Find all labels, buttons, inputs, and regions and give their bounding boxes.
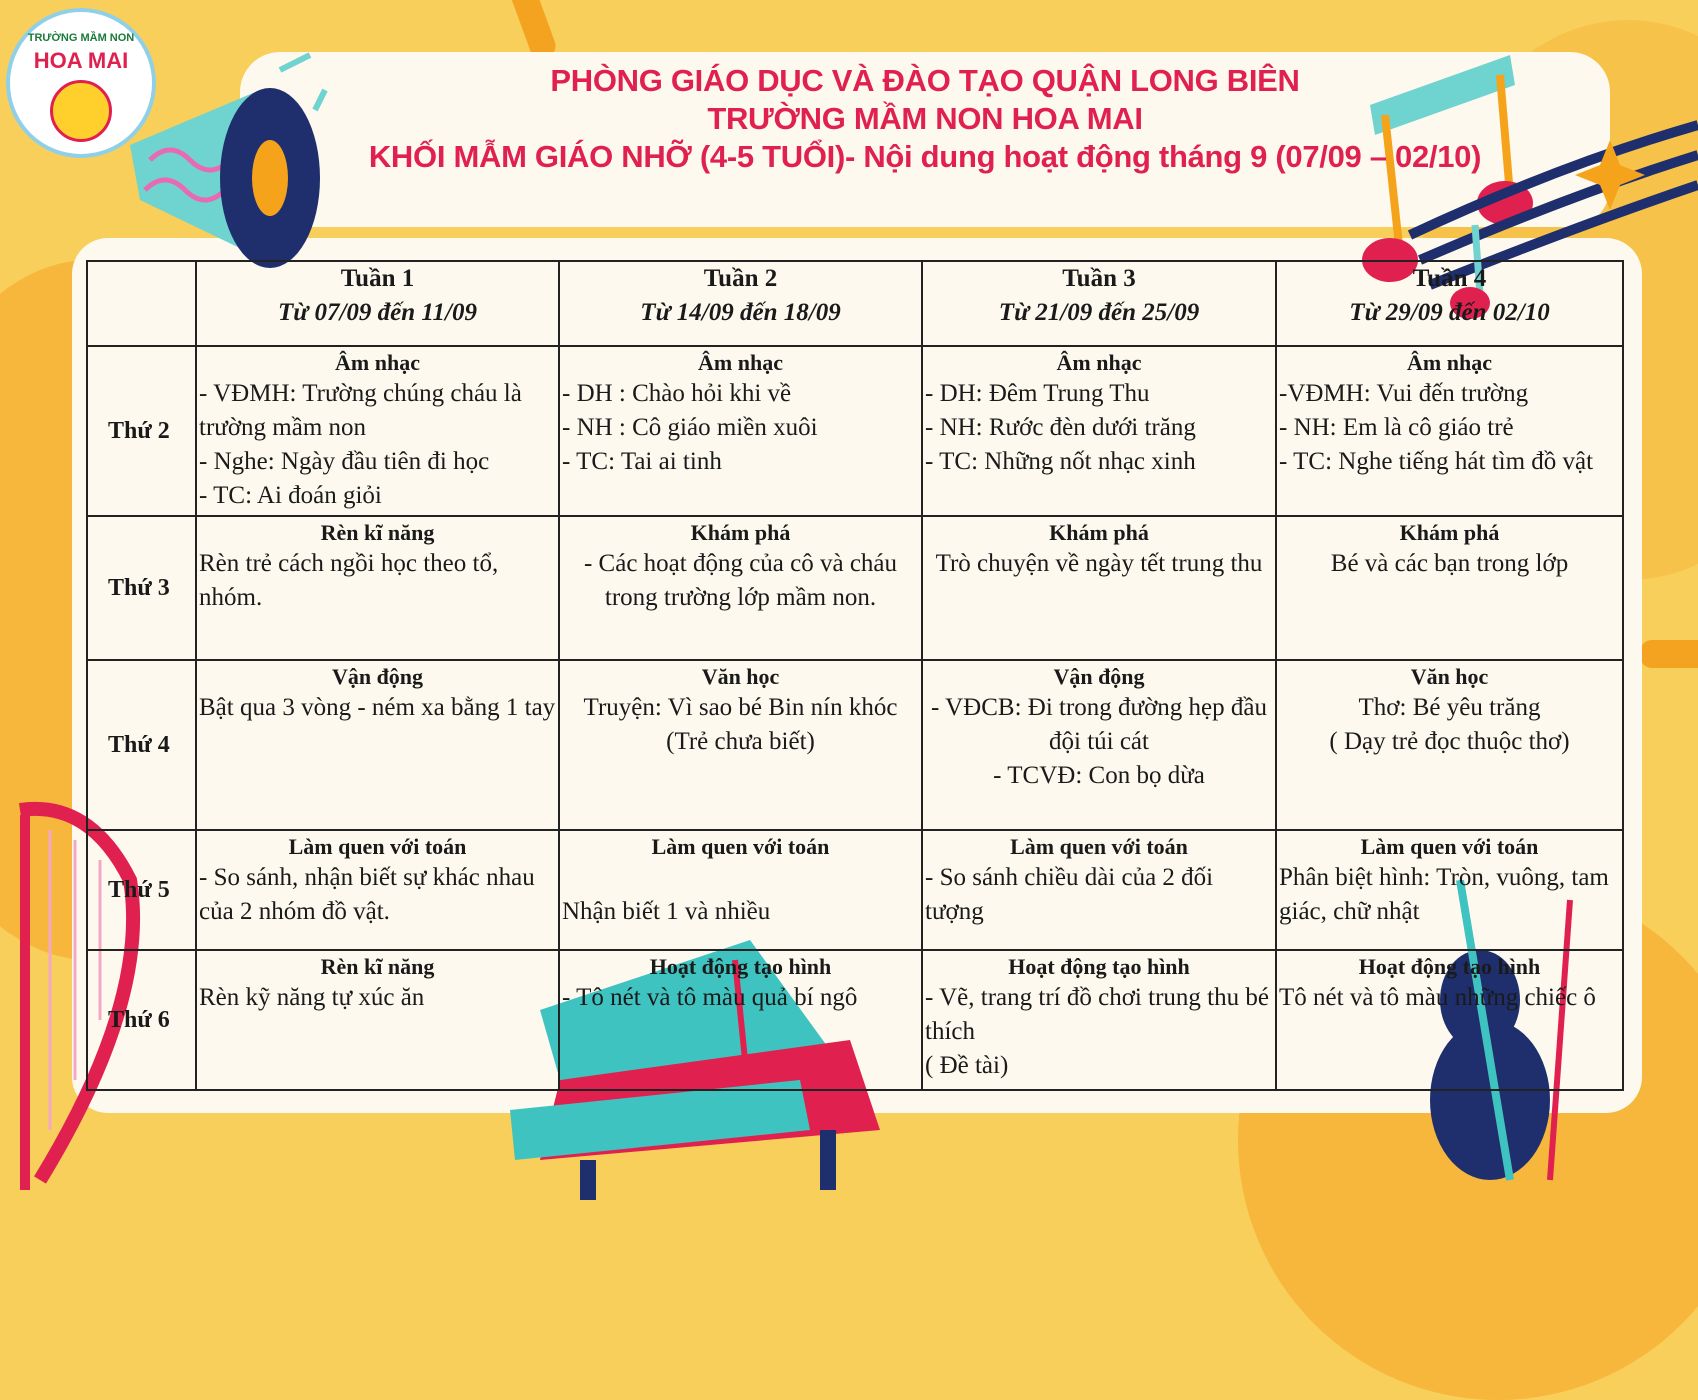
week-range: Từ 14/09 đến 18/09 — [640, 299, 841, 326]
heading-plan-title: KHỐI MẪM GIÁO NHỠ (4-5 TUỔI)- Nội dung hoạt động tháng 9 (07/09 – 02/10) — [368, 139, 1482, 174]
activity-cell — [922, 950, 1276, 1090]
activity-cell — [196, 830, 559, 950]
day-label: Thứ 6 — [87, 950, 196, 1090]
table-row — [87, 950, 1623, 1090]
activity-cell — [1276, 660, 1623, 830]
logo-name: HOA MAI — [33, 48, 129, 73]
subject-title: Làm quen với toán — [651, 834, 830, 859]
day-label: Thứ 5 — [87, 830, 196, 950]
activity-line: Trò chuyện về ngày tết trung thu — [935, 550, 1263, 577]
table-header-row — [87, 261, 1623, 346]
subject-title: Văn học — [701, 664, 780, 689]
day-label: Thứ 4 — [87, 660, 196, 830]
subject-title: Hoạt động tạo hình — [1358, 954, 1541, 979]
subject-title: Làm quen với toán — [288, 834, 467, 859]
activity-cell — [196, 346, 559, 516]
activity-cell — [196, 660, 559, 830]
subject-title: Khám phá — [1399, 520, 1500, 545]
activity-line: - VĐMH: Trường chúng cháu là trường mầm non — [199, 380, 522, 441]
activity-line: Phân biệt hình: Tròn, vuông, tam giác, chữ nhật — [1279, 864, 1609, 925]
logo-arc-text: TRƯỜNG MẦM NON — [27, 32, 135, 44]
subject-title: Vận động — [1053, 664, 1145, 689]
activity-line: - TC: Những nốt nhạc xinh — [925, 448, 1196, 475]
table-row — [87, 830, 1623, 950]
activity-line: - So sánh, nhận biết sự khác nhau của 2 nhóm đồ vật. — [199, 864, 535, 925]
week-range: Từ 07/09 đến 11/09 — [277, 299, 477, 326]
activity-line: - TCVĐ: Con bọ dừa — [993, 762, 1205, 789]
activity-schedule-table — [86, 260, 1624, 1091]
table-row — [87, 346, 1623, 516]
subject-title: Vận động — [331, 664, 424, 689]
subject-title: Hoạt động tạo hình — [1008, 954, 1190, 979]
subject-title: Làm quen với toán — [1360, 834, 1539, 859]
subject-title: Âm nhạc — [1056, 350, 1142, 375]
activity-line: - Nghe: Ngày đầu tiên đi học — [199, 448, 490, 475]
activity-line: Thơ: Bé yêu trăng — [1358, 694, 1541, 721]
activity-line: (Trẻ chưa biết) — [666, 728, 815, 755]
activity-line: Tô nét và tô màu những chiếc ô — [1279, 984, 1596, 1011]
activity-line: Rèn kỹ năng tự xúc ăn — [199, 984, 425, 1011]
subject-title: Khám phá — [690, 520, 791, 545]
activity-line: ( Dạy trẻ đọc thuộc thơ) — [1329, 728, 1570, 755]
activity-cell — [559, 830, 922, 950]
activity-line: - DH : Chào hỏi khi về — [562, 380, 792, 407]
activity-cell — [922, 830, 1276, 950]
subject-title: Âm nhạc — [335, 350, 420, 375]
activity-line: Truyện: Vì sao bé Bin nín khóc — [583, 694, 898, 721]
activity-line: - VĐCB: Đi trong đường hẹp đầu đội túi cát — [930, 694, 1267, 755]
flower-icon — [50, 80, 112, 142]
activity-cell — [922, 346, 1276, 516]
week-title: Tuần 2 — [703, 265, 778, 292]
week-header — [559, 261, 922, 346]
corner-cell — [87, 261, 196, 346]
table-row — [87, 516, 1623, 660]
activity-line: Rèn trẻ cách ngồi học theo tổ, nhóm. — [199, 550, 499, 611]
subject-title: Âm nhạc — [1407, 350, 1492, 375]
day-label: Thứ 2 — [87, 346, 196, 516]
background-stripe — [1640, 640, 1698, 668]
activity-cell — [922, 660, 1276, 830]
subject-title: Khám phá — [1049, 520, 1149, 545]
subject-title: Âm nhạc — [698, 350, 783, 375]
activity-line: -VĐMH: Vui đến trường — [1279, 380, 1529, 407]
table-row — [87, 660, 1623, 830]
activity-line: - NH: Em là cô giáo trẻ — [1279, 414, 1514, 441]
subject-title: Rèn kĩ năng — [320, 954, 435, 979]
week-header — [196, 261, 559, 346]
activity-line: - Tô nét và tô màu quả bí ngô — [562, 984, 858, 1011]
activity-line: - Các hoạt động của cô và cháu trong trường lớp mầm non. — [583, 550, 898, 611]
activity-cell — [1276, 830, 1623, 950]
subject-title: Văn học — [1410, 664, 1489, 689]
activity-line: Nhận biết 1 và nhiều — [562, 898, 771, 925]
activity-cell — [559, 660, 922, 830]
activity-line: Bé và các bạn trong lớp — [1330, 550, 1569, 577]
activity-cell — [559, 950, 922, 1090]
week-header — [1276, 261, 1623, 346]
activity-cell — [922, 516, 1276, 660]
activity-cell — [1276, 346, 1623, 516]
activity-cell — [1276, 950, 1623, 1090]
activity-line: Bật qua 3 vòng - ném xa bằng 1 tay — [199, 694, 556, 721]
activity-line: - TC: Nghe tiếng hát tìm đồ vật — [1279, 448, 1594, 475]
activity-cell — [559, 346, 922, 516]
week-title: Tuần 1 — [340, 265, 415, 292]
heading-school: TRƯỜNG MẦM NON HOA MAI — [707, 101, 1143, 136]
week-range: Từ 21/09 đến 25/09 — [998, 299, 1200, 326]
activity-line: - Vẽ, trang trí đồ chơi trung thu bé thích — [925, 984, 1269, 1045]
activity-line: - TC: Tai ai tinh — [562, 448, 722, 475]
day-label: Thứ 3 — [87, 516, 196, 660]
subject-title: Hoạt động tạo hình — [649, 954, 832, 979]
page-heading — [240, 62, 1610, 176]
activity-cell — [196, 950, 559, 1090]
activity-line: - NH: Rước đèn dưới trăng — [925, 414, 1196, 441]
heading-department: PHÒNG GIÁO DỤC VÀ ĐÀO TẠO QUẬN LONG BIÊN — [550, 63, 1300, 98]
activity-line: - NH : Cô giáo miền xuôi — [562, 414, 818, 441]
week-header — [922, 261, 1276, 346]
activity-cell — [559, 516, 922, 660]
activity-line — [562, 861, 919, 895]
activity-cell — [196, 516, 559, 660]
activity-line: - So sánh chiều dài của 2 đối tượng — [925, 864, 1214, 925]
activity-line: - TC: Ai đoán giỏi — [199, 482, 382, 509]
subject-title: Rèn kĩ năng — [320, 520, 435, 545]
activity-cell — [1276, 516, 1623, 660]
week-title: Tuần 4 — [1412, 265, 1487, 292]
week-range: Từ 29/09 đến 02/10 — [1349, 299, 1550, 326]
activity-line: ( Đề tài) — [925, 1052, 1009, 1079]
subject-title: Làm quen với toán — [1010, 834, 1188, 859]
activity-line: - DH: Đêm Trung Thu — [925, 380, 1150, 407]
week-title: Tuần 3 — [1062, 265, 1136, 292]
school-logo — [6, 8, 156, 158]
